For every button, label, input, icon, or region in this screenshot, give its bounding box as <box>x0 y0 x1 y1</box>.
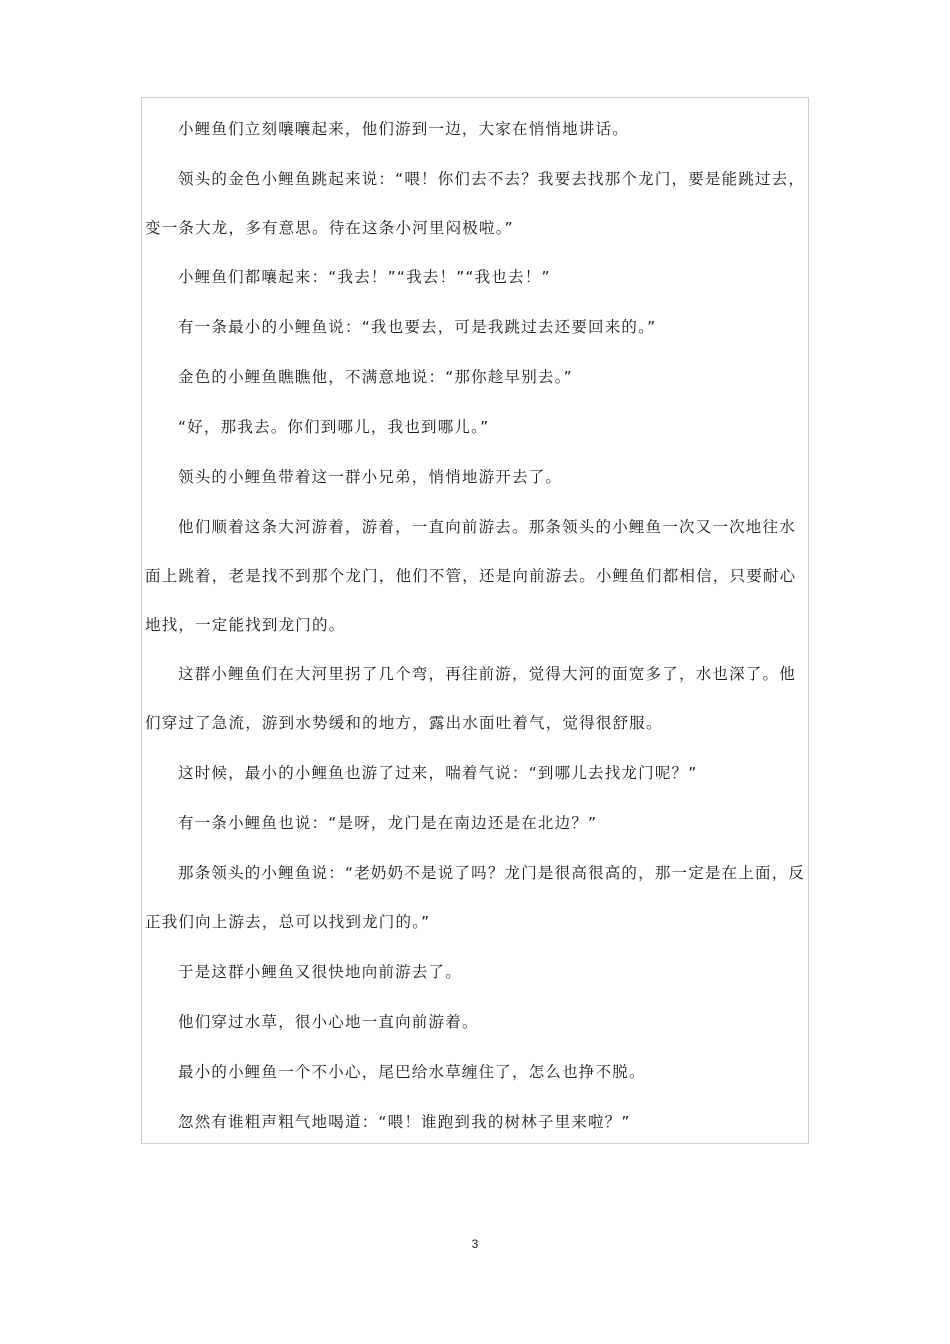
paragraph-7: 领头的小鲤鱼带着这一群小兄弟，悄悄地游开去了。 <box>178 468 563 486</box>
paragraph-6: “好，那我去。你们到哪儿，我也到哪儿。” <box>178 418 490 436</box>
page-number: 3 <box>471 1237 479 1251</box>
paragraph-1: 小鲤鱼们立刻嚷嚷起来，他们游到一边，大家在悄悄地讲话。 <box>178 120 629 138</box>
paragraph-2: 领头的金色小鲤鱼跳起来说：“喂！你们去不去？我要去找那个龙门，要是能跳过去，变一条大龙，多有意思。待在这条小河里闷极啦。” <box>145 170 806 237</box>
paragraph-15: 最小的小鲤鱼一个不小心，尾巴给水草缠住了，怎么也挣不脱。 <box>178 1063 646 1081</box>
paragraph-5: 金色的小鲤鱼瞧瞧他，不满意地说：“那你趁早别去。” <box>178 368 573 386</box>
paragraph-4: 有一条最小的小鲤鱼说：“我也要去，可是我跳过去还要回来的。” <box>178 318 657 336</box>
paragraph-3: 小鲤鱼们都嚷起来：“我去！”“我去！”“我也去！” <box>178 268 551 286</box>
paragraph-10: 这时候，最小的小鲤鱼也游了过来，喘着气说：“到哪儿去找龙门呢？” <box>178 764 698 782</box>
paragraph-16: 忽然有谁粗声粗气地喝道：“喂！谁跑到我的树林子里来啦？” <box>178 1113 631 1131</box>
paragraph-14: 他们穿过水草，很小心地一直向前游着。 <box>178 1013 479 1031</box>
paragraph-9: 这群小鲤鱼们在大河里拐了几个弯，再往前游，觉得大河的面宽多了，水也深了。他们穿过了急流，游到水势缓和的地方，露出水面吐着气，觉得很舒服。 <box>145 665 796 732</box>
paragraph-12: 那条领头的小鲤鱼说：“老奶奶不是说了吗？龙门是很高很高的，那一定是在上面，反正我们向上游去，总可以找到龙门的。” <box>145 864 806 931</box>
paragraph-8: 他们顺着这条大河游着，游着，一直向前游去。那条领头的小鲤鱼一次又一次地往水面上跳着，老是找不到那个龙门，他们不管，还是向前游去。小鲤鱼们都相信，只要耐心地找，一定能找到龙门的。 <box>145 518 797 634</box>
paragraph-13: 于是这群小鲤鱼又很快地向前游去了。 <box>178 963 462 981</box>
paragraph-11: 有一条小鲤鱼也说：“是呀，龙门是在南边还是在北边？” <box>178 814 598 832</box>
